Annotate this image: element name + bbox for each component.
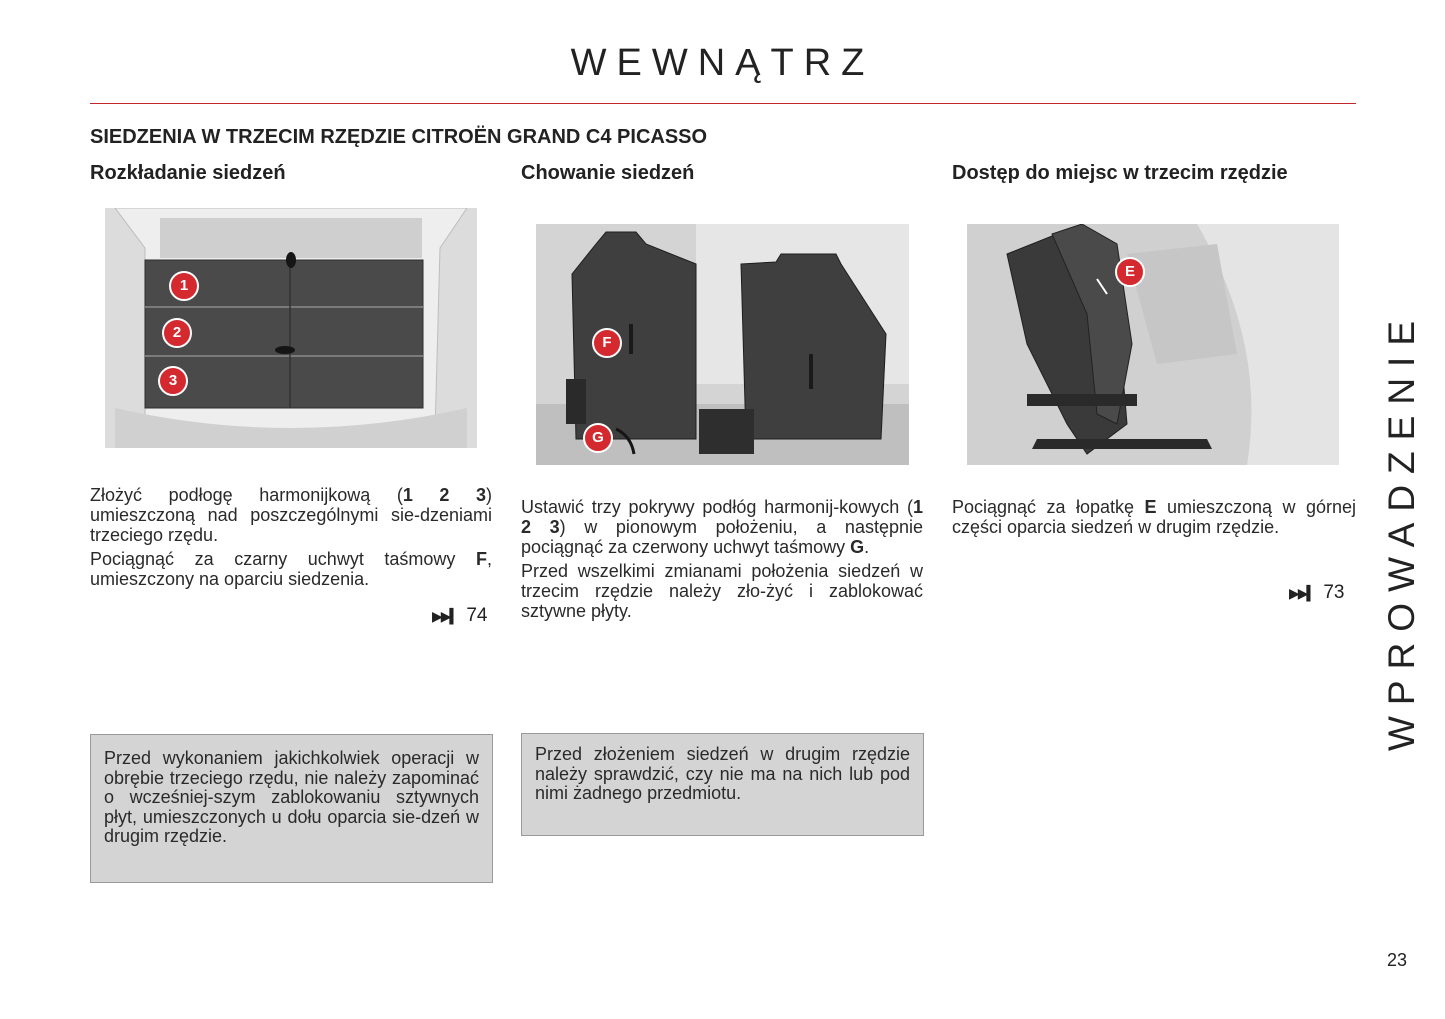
- paragraph: Złożyć podłogę harmonijkową (1 2 3) umieszczoną nad poszczególnymi sie-dzeniami trzeciego rzędu.: [90, 485, 492, 545]
- column-text: [952, 497, 1356, 541]
- third-row-access-illustration: [967, 224, 1339, 465]
- marker-G: G: [583, 423, 613, 453]
- marker-2: 2: [162, 318, 192, 348]
- page-number: 23: [1387, 950, 1408, 970]
- page-title: WEWNĄTRZ: [570, 42, 875, 84]
- side-chapter-tab: [1372, 310, 1432, 750]
- section-title: SIEDZENIA W TRZECIM RZĘDZIE CITROËN GRAND C4 PICASSO: [90, 126, 708, 148]
- figure-third-row-access: [967, 224, 1339, 465]
- page-reference[interactable]: ▶▶▍ 74: [432, 605, 488, 626]
- marker-1: 1: [169, 271, 199, 301]
- chapter-label: WPROWADZENIE: [1381, 309, 1422, 751]
- column-heading: Rozkładanie siedzeń: [90, 162, 286, 184]
- column-text: [521, 497, 923, 625]
- column-heading: Chowanie siedzeń: [521, 162, 695, 184]
- page-reference[interactable]: ▶▶▍ 73: [1289, 582, 1345, 603]
- marker-F: F: [592, 328, 622, 358]
- column-heading: Dostęp do miejsc w trzecim rzędzie: [952, 162, 1288, 184]
- warning-note: Przed wykonaniem jakichkolwiek operacji w obrębie trzeciego rzędu, nie należy zapominać o wcześniej-szym zablokowaniu sztywnych płyt, umieszczonych u dołu oparcia sie-dzeń w drugim rzędzie.: [90, 734, 493, 883]
- title-divider: [90, 103, 1356, 104]
- marker-E: E: [1115, 257, 1145, 287]
- paragraph: Pociągnąć za czarny uchwyt taśmowy F, umieszczony na oparciu siedzenia.: [90, 549, 492, 589]
- figure-folding-seats: [536, 224, 909, 465]
- paragraph: Przed wszelkimi zmianami położenia siedzeń w trzecim rzędzie należy zło-żyć i zablokować sztywne płyty.: [521, 561, 923, 621]
- fast-forward-icon: ▶▶▍: [1289, 585, 1316, 601]
- paragraph: Pociągnąć za łopatkę E umieszczoną w górnej części oparcia siedzeń w drugim rzędzie.: [952, 497, 1356, 537]
- warning-note: Przed złożeniem siedzeń w drugim rzędzie należy sprawdzić, czy nie ma na nich lub pod nimi żadnego przedmiotu.: [521, 733, 924, 836]
- trunk-floor-illustration: [105, 208, 477, 448]
- marker-3: 3: [158, 366, 188, 396]
- figure-trunk-floor: [105, 208, 477, 448]
- column-text: [90, 485, 492, 593]
- fast-forward-icon: ▶▶▍: [432, 608, 459, 624]
- paragraph: Ustawić trzy pokrywy podłóg harmonij-kowych (1 2 3) w pionowym położeniu, a następnie pociągnąć za czerwony uchwyt taśmowy G.: [521, 497, 923, 557]
